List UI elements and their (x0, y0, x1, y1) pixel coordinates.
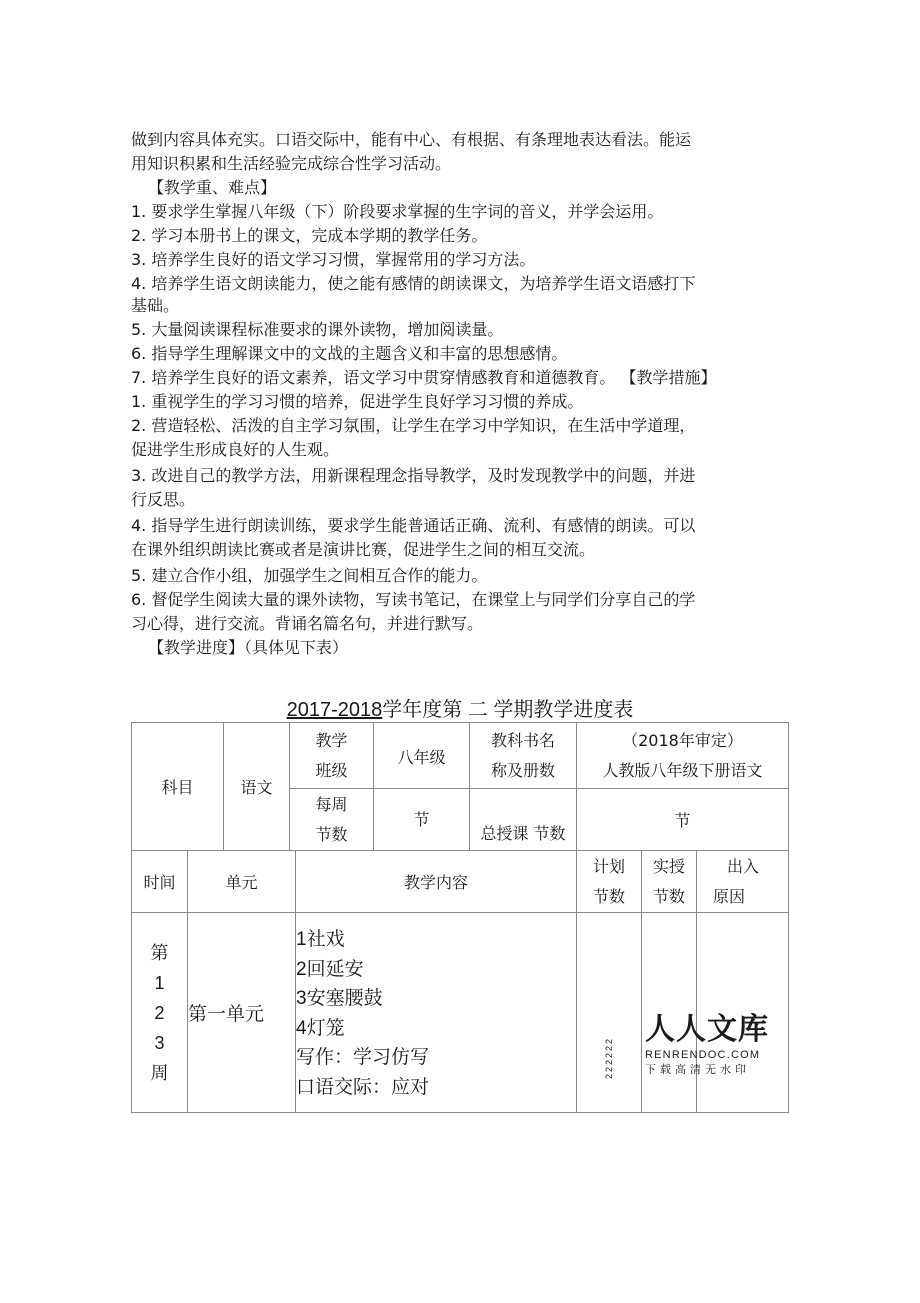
list-item: 2. 营造轻松、活泼的自主学习氛围，让学生在学习中学知识，在生活中学道理， (131, 416, 696, 435)
total-value: 节 (577, 789, 789, 851)
header-actual-line1: 实授 (652, 856, 685, 876)
list-item: 2. 学习本册书上的课文，完成本学期的教学任务。 (131, 226, 488, 245)
list-item: 6. 指导学生理解课文中的文战的主题含义和丰富的思想感情。 (131, 344, 568, 363)
subject-value: 语文 (224, 723, 290, 851)
list-item: 4. 培养学生语文朗读能力，使之能有感情的朗读课文，为培养学生语文语感打下 (131, 274, 696, 293)
list-item: 4. 指导学生进行朗读训练，要求学生能普通话正确、流利、有感情的朗读。可以 (131, 516, 696, 535)
watermark-logo-subtitle: 下载高清无水印 (645, 1063, 750, 1076)
lesson-title: 回延安 (306, 957, 364, 980)
section-heading-key-points: 【教学重、难点】 (148, 178, 277, 197)
class-label-line2: 班级 (315, 760, 348, 780)
schedule-header-table (131, 850, 789, 913)
list-item-continuation: 促进学生形成良好的人生观。 (131, 440, 340, 459)
list-item: 3. 培养学生良好的语文学习习惯，掌握常用的学习方法。 (131, 250, 536, 269)
lesson-number: 4 (296, 1017, 307, 1039)
header-actual-line2: 节数 (652, 886, 685, 906)
weekly-label-line1: 每周 (315, 794, 348, 814)
list-item: 7. 培养学生良好的语文素养，语文学习中贯穿情感教育和道德教育。 【教学措施】 (131, 368, 717, 387)
lesson-item (296, 955, 576, 985)
book-value-line2: 人教版八年级下册语文 (602, 760, 763, 780)
lesson-number: 2 (296, 958, 307, 980)
watermark-logo-title: 人人文库 (645, 1012, 769, 1047)
lesson-item (296, 1014, 576, 1044)
weekly-label-line2: 节数 (315, 824, 348, 844)
week-char: 3 (154, 1032, 165, 1053)
week-char: 第 (150, 942, 169, 963)
header-diff-reason (697, 851, 789, 913)
planned-hours: 222222 (604, 1037, 614, 1080)
course-info-table (131, 722, 789, 851)
book-value (577, 723, 789, 789)
header-diff-line2: 原因 (713, 886, 746, 906)
lesson-item (296, 984, 576, 1014)
lesson-title: 社戏 (306, 928, 345, 950)
header-time: 时间 (132, 851, 188, 913)
week-char: 2 (154, 1002, 165, 1023)
week-char: 1 (154, 972, 165, 993)
book-label-line2: 称及册数 (490, 760, 555, 780)
header-actual (642, 851, 697, 913)
header-planned (577, 851, 642, 913)
header-content: 教学内容 (296, 851, 577, 913)
table-title-text: 学年度第 二 学期教学进度表 (382, 699, 634, 721)
lesson-title: 灯笼 (306, 1016, 345, 1039)
list-item: 1. 要求学生掌握八年级（下）阶段要求掌握的生字词的音义，并学会运用。 (131, 202, 664, 221)
paragraph-line: 用知识积累和生活经验完成综合性学习活动。 (131, 154, 452, 173)
lesson-item (296, 1043, 576, 1073)
lesson-item (296, 925, 576, 955)
header-planned-line1: 计划 (592, 856, 625, 876)
paragraph-line: 做到内容具体充实。口语交际中，能有中心、有根据、有条理地表达看法。能运 (131, 130, 692, 149)
section-heading-progress: 【教学进度】（具体见下表） (148, 638, 349, 657)
watermark-logo (645, 1012, 775, 1078)
list-item-continuation: 在课外组织朗读比赛或者是演讲比赛，促进学生之间的相互交流。 (131, 540, 596, 559)
weekly-label (290, 789, 374, 851)
class-label (290, 723, 374, 789)
lesson-number: 1 (296, 929, 307, 950)
header-planned-line2: 节数 (592, 886, 625, 906)
list-item-continuation: 基础。 (131, 296, 180, 315)
class-label-line1: 教学 (315, 730, 348, 750)
list-item: 5. 建立合作小组，加强学生之间相互合作的能力。 (131, 566, 488, 585)
planned-cell (577, 913, 642, 1113)
watermark-logo-url: RENRENDOC.COM (645, 1049, 761, 1061)
class-value: 八年级 (374, 723, 470, 789)
total-label: 总授课 节数 (470, 789, 577, 851)
week-char: 周 (150, 1062, 169, 1083)
subject-label: 科目 (132, 723, 224, 851)
header-unit: 单元 (188, 851, 296, 913)
book-label (470, 723, 577, 789)
table-title-year: 2017-2018 (286, 699, 383, 721)
list-item: 5. 大量阅读课程标准要求的课外读物，增加阅读量。 (131, 320, 504, 339)
list-item: 1. 重视学生的学习习惯的培养，促进学生良好学习习惯的养成。 (131, 392, 584, 411)
header-diff-line1: 出入 (727, 856, 760, 876)
weekly-value: 节 (374, 789, 470, 851)
book-label-line1: 教科书名 (490, 730, 555, 750)
lesson-item (296, 1073, 576, 1103)
table-title (0, 693, 920, 722)
lesson-title: 口语交际：应对 (296, 1075, 430, 1098)
content-cell (296, 913, 577, 1113)
list-item-continuation: 习心得，进行交流。背诵名篇名句，并进行默写。 (131, 614, 484, 633)
lesson-title: 安塞腰鼓 (306, 987, 383, 1009)
list-item: 6. 督促学生阅读大量的课外读物，写读书笔记，在课堂上与同学们分享自己的学 (131, 590, 696, 609)
list-item: 3. 改进自己的教学方法，用新课程理念指导教学，及时发现教学中的问题，并进 (131, 466, 696, 485)
lesson-title: 写作：学习仿写 (296, 1046, 430, 1068)
list-item-continuation: 行反思。 (131, 490, 196, 509)
lesson-number: 3 (296, 988, 307, 1009)
unit-cell: 第一单元 (188, 913, 296, 1113)
week-cell (132, 913, 188, 1113)
book-value-line1: （2018年审定） (622, 730, 743, 750)
